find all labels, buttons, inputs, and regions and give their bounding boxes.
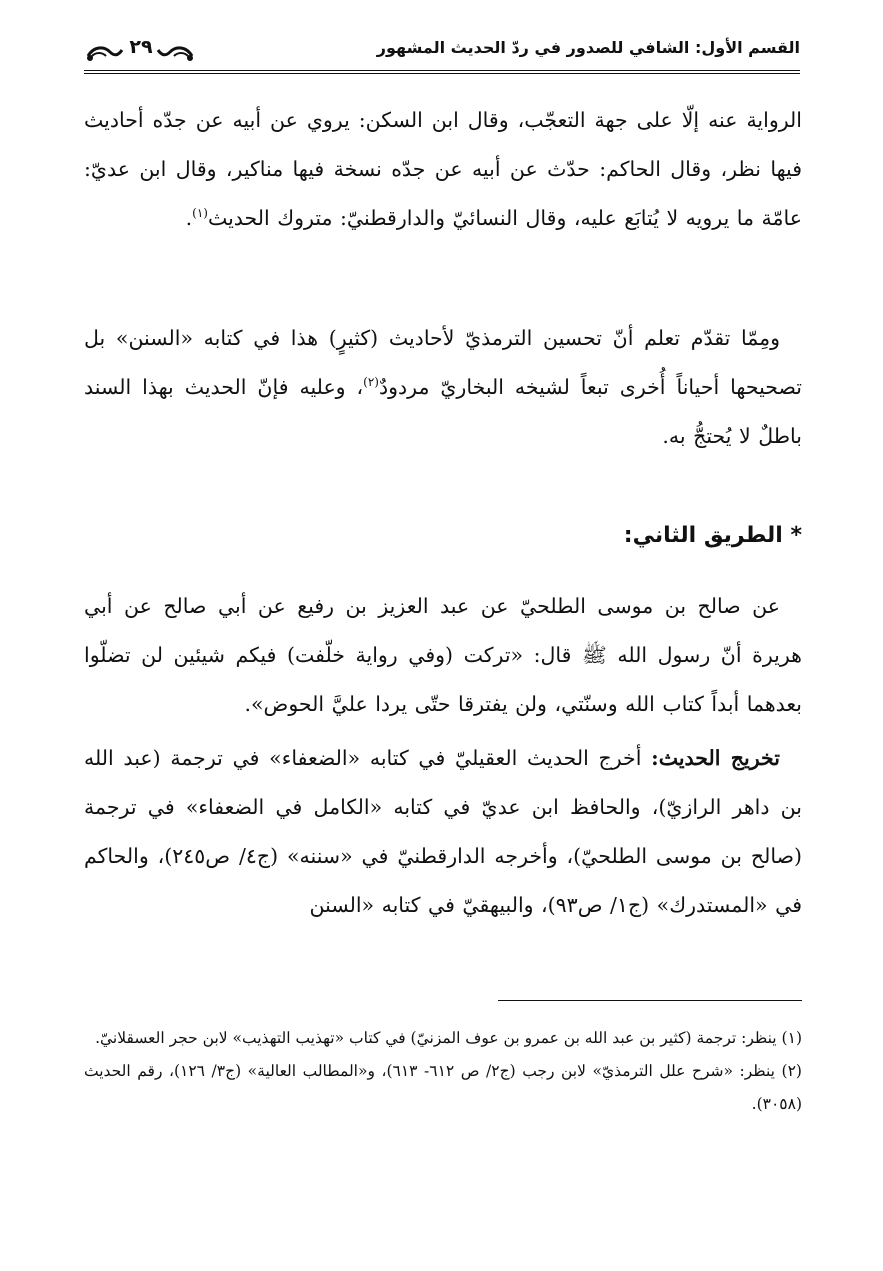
takhrij-label: تخريج الحديث: bbox=[651, 746, 780, 770]
paragraph-4-text: أخرج الحديث العقيليّ في كتابه «الضعفاء» في ترجمة (عبد الله بن داهر الرازيّ)، والحافظ ابن عديّ في كتابه «الكامل في الضعفاء» في ترجمة (صالح بن موسى الطلحيّ)، وأخرجه الدارقطنيّ في «سننه» (ج٤/ ص٢٤٥)، والحاكم في «المستدرك» (ج١/ ص٩٣)، والبيهقيّ في كتابه «السنن bbox=[84, 746, 802, 917]
header-rule-thin bbox=[84, 73, 800, 74]
paragraph-2-text-b: ، وعليه فإنّ الحديث بهذا السند باطلٌ لا يُحتجُّ به. bbox=[84, 375, 802, 448]
paragraph-1-end: . bbox=[185, 206, 193, 230]
section-heading: * الطريق الثاني: bbox=[623, 523, 802, 548]
page-number-ornament bbox=[84, 32, 196, 66]
footnote-ref-1[interactable]: (١) bbox=[192, 206, 208, 221]
footnotes bbox=[84, 1022, 802, 1121]
header-rule bbox=[84, 70, 800, 71]
paragraph-2-text-a: ومِمّا تقدّم تعلم أنّ تحسين الترمذيّ لأحاديث (كثيرٍ) هذا في كتابه «السنن» بل تصحيحها أحياناً أُخرى تبعاً لشيخه البخاريّ مردودٌ bbox=[84, 326, 802, 399]
paragraph-1 bbox=[84, 96, 802, 243]
page-header bbox=[84, 22, 800, 74]
page-number: ٢٩ bbox=[129, 36, 153, 58]
running-title: القسم الأول: الشافي للصدور في ردّ الحديث المشهور bbox=[376, 38, 800, 57]
footnote-ref-2[interactable]: (٢) bbox=[363, 375, 379, 390]
footnote-1: (١) ينظر: ترجمة (كثير بن عبد الله بن عمرو بن عوف المزنيّ) في كتاب «تهذيب التهذيب» لابن حجر العسقلانيّ. bbox=[95, 1029, 802, 1047]
footnote-separator bbox=[498, 1000, 802, 1001]
paragraph-4 bbox=[84, 734, 802, 930]
paragraph-1-text: الرواية عنه إلّا على جهة التعجّب، وقال ابن السكن: يروي عن أبيه عن جدّه أحاديث فيها نظر، وقال الحاكم: حدّث عن أبيه عن جدّه نسخة فيها مناكير، وقال ابن عديّ: عامّة ما يرويه لا يُتابَع عليه، وقال النسائيّ والدارقطنيّ: متروك الحديث bbox=[84, 108, 802, 230]
paragraph-2 bbox=[84, 314, 802, 461]
footnote-2: (٢) ينظر: «شرح علل الترمذيّ» لابن رجب (ج٢/ ص ٦١٢- ٦١٣)، و«المطالب العالية» (ج٣/ ١٢٦)، رقم الحديث (٣٠٥٨). bbox=[84, 1062, 802, 1113]
paragraph-3: عن صالح بن موسى الطلحيّ عن عبد العزيز بن رفيع عن أبي صالح عن أبي هريرة أنّ رسول الله ﷺ قال: «تركت (وفي رواية خلّفت) فيكم شيئين لن تضلّوا بعدهما أبداً كتاب الله وسنّتي، ولن يفترقا حتّى يردا عليَّ الحوض». bbox=[84, 594, 802, 716]
